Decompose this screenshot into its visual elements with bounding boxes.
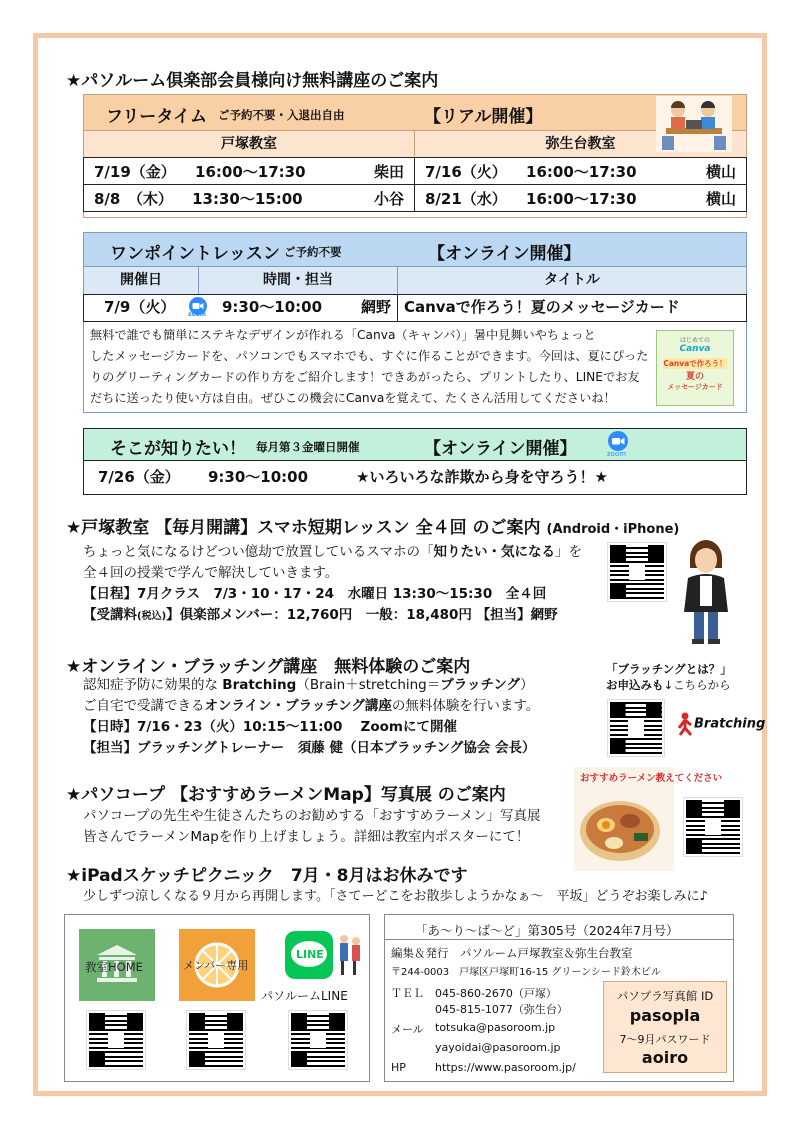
tel-label: ＴＥＬ	[391, 987, 424, 1000]
tel-yayoidai: 045-815-1077（弥生台）	[435, 1003, 568, 1016]
classroom-illustration	[656, 96, 732, 152]
text: ブラッチング	[440, 677, 521, 693]
text: 皆さんでラーメンMapを作り上げましょう。詳細は教室内ポスターにて！	[83, 829, 530, 845]
text: 全４回の授業で学んで解決していきます。	[83, 565, 339, 581]
onepoint-description	[84, 322, 746, 409]
card-line: 夏の	[685, 372, 704, 382]
instructor: 【担当】ブラッチングトレーナー 須藤 健（日本ブラッチング協会 会長）	[83, 740, 536, 756]
onepoint-note: ご予約不要	[284, 245, 342, 259]
time: 16:00～17:30	[195, 162, 306, 181]
onepoint-title: ワンポイントレッスン	[110, 244, 280, 264]
text: お申込みも	[606, 678, 664, 692]
section5-heading: ★iPadスケッチピクニック 7月・8月はお休みです	[66, 866, 468, 886]
publisher: 編集＆発行 パソルーム戸塚教室＆弥生台教室	[391, 946, 633, 960]
section2-body	[83, 542, 582, 627]
hp-label: HP	[391, 1061, 406, 1074]
home-link[interactable]	[79, 929, 155, 1001]
qr-code[interactable]	[289, 1011, 347, 1069]
free-row2-right	[415, 185, 747, 212]
soko-date: 7/26（金）	[98, 468, 180, 486]
free-time-mode: 【リアル開催】	[424, 107, 543, 127]
zoom-icon	[608, 431, 628, 451]
poster-text: おすすめラーメン教えてください	[580, 773, 723, 784]
onepoint-date: 7/9（火）	[104, 298, 176, 316]
table-row	[84, 158, 747, 185]
col-yayoidai: 弥生台教室	[545, 136, 616, 152]
col-title: タイトル	[544, 272, 600, 288]
desc-line: だちに送ったり使い方は自由。ぜひこの機会にCanvaを覚えて、たくさん活用してくださいね！	[90, 391, 616, 405]
text: ）	[520, 677, 534, 693]
onepoint-lesson-title: Canvaで作ろう！夏のメッセージカード	[404, 298, 680, 316]
line-text: LINE	[296, 948, 324, 961]
free-row1-right	[415, 158, 747, 185]
address: 〒244-0003 戸塚区戸塚町16-15 グリーンシード鈴木ビル	[391, 967, 661, 978]
text: 知りたい・気になる	[433, 544, 555, 560]
datetime: 【日時】7/16・23（火）10:15～11:00 Zoomにて開催	[83, 719, 457, 735]
qr-code[interactable]	[608, 700, 664, 756]
logo-text: Bratching	[694, 716, 766, 732]
text: の無料体験を行います。	[391, 698, 540, 714]
date: 8/21（水）	[425, 189, 507, 208]
col-totsuka: 戸塚教室	[84, 131, 415, 157]
soko-mode: 【オンライン開催】	[424, 439, 577, 459]
free-time-subheader	[84, 131, 746, 157]
text: 】倶楽部メンバー：12,760円 一般：18,480円 【担当】網野	[166, 607, 558, 623]
onepoint-mode: 【オンライン開催】	[428, 244, 581, 264]
canva-logo: Canva	[679, 344, 711, 354]
mail-yayoidai[interactable]: yayoidai@pasoroom.jp	[435, 1041, 561, 1054]
password-label: 7～9月パスワード	[619, 1033, 711, 1046]
section3-body	[83, 675, 539, 759]
qr-code[interactable]	[87, 1011, 145, 1069]
free-time-header	[84, 95, 746, 131]
free-time-box	[83, 94, 747, 218]
date: 8/8 （木）	[94, 189, 173, 208]
free-row1-left	[84, 158, 415, 185]
text: (税込)	[137, 611, 167, 622]
line-label: パソルームLINE	[261, 989, 348, 1003]
text: パソコープの先生や生徒さんたちのお勧めする「おすすめラーメン」写真展	[83, 808, 541, 824]
onepoint-time: 9:30～10:00	[222, 298, 323, 316]
qr-code[interactable]	[187, 1011, 245, 1069]
zoom-label: zoom	[188, 311, 206, 318]
staff: 柴田	[373, 162, 404, 181]
member-link[interactable]	[179, 929, 255, 1001]
soko-row	[84, 461, 746, 493]
text: ↓こちらから	[663, 678, 731, 692]
links-box	[64, 914, 370, 1082]
tel-totsuka: 045-860-2670（戸塚）	[435, 987, 557, 1000]
staff: 横山	[705, 162, 736, 181]
qr-code[interactable]	[608, 543, 666, 601]
soko-box	[83, 428, 747, 495]
section4-heading: ★パソコープ 【おすすめラーメンMap】写真展 のご案内	[66, 785, 506, 805]
member-label: メンバー専用	[183, 959, 249, 972]
card-top: はじめての	[679, 337, 710, 344]
section2-heading	[66, 513, 679, 538]
desc-line: りのグリーティングカードの作り方をご紹介します！できあがったら、プリントしたり、LINEでお友	[90, 370, 640, 384]
onepoint-staff: 網野	[360, 298, 391, 316]
free-time-note: ご予約不要・入退出自由	[218, 108, 345, 122]
desc-line: したメッセージカードを、パソコンでもスマホでも、すぐに作ることができます。今回は、夏にぴった	[90, 349, 649, 363]
mail-label: メール	[391, 1023, 424, 1036]
info-box	[384, 914, 734, 1082]
date: 7/16（火）	[425, 162, 507, 181]
schedule: 【日程】7月クラス 7/3・10・17・24 水曜日 13:30～15:30 全４回	[83, 586, 547, 602]
soko-title: そこが知りたい！	[110, 439, 246, 459]
onepoint-time-cell	[186, 295, 398, 321]
text: ご自宅で受講できる	[83, 698, 205, 714]
free-row2-left	[84, 185, 415, 212]
col-date: 開催日	[84, 267, 199, 294]
bratching-logo	[676, 712, 765, 736]
staff: 小谷	[373, 189, 404, 208]
text: Bratching	[222, 677, 297, 693]
card-line: Canvaで作ろう！	[663, 359, 727, 368]
staff: 横山	[705, 189, 736, 208]
onepoint-header	[84, 233, 746, 267]
instructor-illustration	[676, 536, 736, 646]
section1-heading: ★パソルーム倶楽部会員様向け無料講座のご案内	[66, 71, 439, 91]
card-line: メッセージカード	[667, 383, 723, 391]
time: 16:00～17:30	[526, 189, 637, 208]
photo-id: pasopla	[629, 1006, 701, 1025]
text: ちょっと気になるけどつい億劫で放置しているスマホの「	[83, 544, 434, 560]
soko-time: 9:30～10:00	[208, 468, 309, 486]
table-row	[84, 185, 747, 212]
time: 16:00～17:30	[526, 162, 637, 181]
onepoint-row	[83, 294, 747, 322]
zoom-label: zoom	[607, 450, 627, 458]
free-time-table	[83, 157, 747, 212]
canva-card-image	[656, 330, 734, 406]
soko-header	[84, 429, 746, 461]
qr-code[interactable]	[684, 798, 742, 856]
password: aoiro	[641, 1048, 689, 1067]
home-label: 教室HOME	[85, 960, 143, 974]
free-time-title: フリータイム	[106, 107, 207, 127]
onepoint-box	[83, 232, 747, 413]
section2-sub: (Android・iPhone)	[546, 522, 680, 537]
col-time: 時間・担当	[199, 267, 398, 294]
section3-heading: ★オンライン・ブラッチング講座 無料体験のご案内	[66, 657, 471, 677]
photo-id-label: パソプラ写真館 ID	[616, 989, 714, 1003]
soko-topic: ★いろいろな詐欺から身を守ろう！★	[356, 468, 608, 486]
text: 「ブラッチングとは？」	[606, 662, 732, 676]
issue-number: 「あ～り～ば～ど」第305号（2024年7月号）	[415, 923, 679, 938]
onepoint-colheader	[84, 267, 746, 294]
desc-line: 無料で誰でも簡単にステキなデザインが作れる「Canva（キャンバ）」暑中見舞いやちょっと	[90, 328, 596, 342]
time: 13:30～15:00	[192, 189, 303, 208]
mail-totsuka[interactable]: totsuka@pasoroom.jp	[435, 1021, 556, 1034]
text: 認知症予防に効果的な	[83, 677, 223, 693]
text: オンライン・ブラッチング講座	[204, 698, 392, 714]
section2-title: ★戸塚教室 【毎月開講】スマホ短期レッスン 全４回 のご案内	[66, 518, 541, 538]
line-icon[interactable]	[285, 931, 333, 979]
section5-body: 少しずつ涼しくなる９月から再開します。「さてーどこをお散歩しようかなぁ～ 平坂」どうぞお楽しみに♪	[83, 889, 708, 904]
text: 【受講料	[83, 607, 137, 623]
photo-id-box	[603, 981, 727, 1073]
people-illustration	[337, 931, 363, 979]
soko-note: 毎月第３金曜日開催	[256, 440, 360, 454]
section4-body	[83, 806, 541, 848]
ramen-poster	[574, 767, 723, 871]
homepage-link[interactable]: https://www.pasoroom.jp/	[435, 1061, 576, 1074]
text: 」を	[554, 544, 582, 560]
bratching-side	[606, 661, 732, 693]
date: 7/19（金）	[94, 162, 176, 181]
text: （Brain＋stretching＝	[296, 677, 441, 693]
